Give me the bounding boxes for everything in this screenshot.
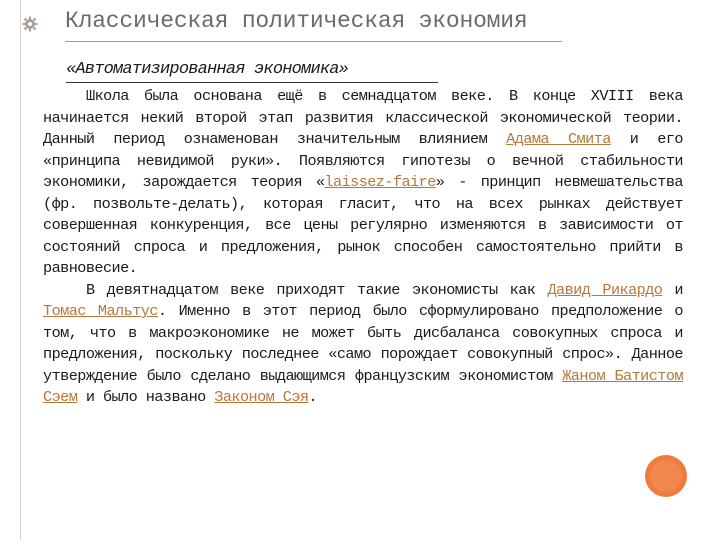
subtitle-underline (66, 82, 438, 83)
wiki-link[interactable]: Давид Рикардо (547, 280, 663, 299)
decorative-circle-highlight (650, 460, 682, 492)
text-run: . Именно в этот период было сформулировано предположение о том, что в макроэкономике не может быть дисбаланса совокупных спроса и предложения, поскольку последнее «само порождает совокупный спрос». Данное утверждение было сделано выдающимся французским экономистом (43, 302, 683, 385)
body-text (43, 86, 683, 409)
wiki-link[interactable]: laissez-faire (324, 173, 436, 191)
text-run: и было названо (77, 388, 215, 406)
wiki-link[interactable]: Томас Мальтус (43, 302, 158, 320)
text-run: . (308, 388, 318, 406)
paragraph-2 (43, 280, 683, 409)
wiki-link[interactable]: Законом Сэя (214, 388, 309, 406)
text-run: В девятнадцатом веке приходят такие экономисты как (86, 280, 548, 299)
wiki-link[interactable]: Адама Смита (506, 130, 611, 148)
left-divider (20, 0, 21, 540)
wiki-link[interactable]: Жаном Батистом Сэем (43, 366, 683, 406)
text-run: и его «принципа невидимой руки». Появляются гипотезы о вечной стабильности экономики, зарождается теория « (43, 130, 683, 191)
slide-title: Классическая политическая экономия (65, 8, 528, 34)
text-run: и (662, 280, 683, 299)
title-underline (65, 41, 562, 42)
text-run: » - принцип невмешательства (фр. позвольте-делать), которая гласит, что на всех рынках действует совершенная конкуренция, все цены регулярно изменяются в зависимости от состояний спроса и предложения, рынок способен самостоятельно прийти в равновесие. (43, 173, 683, 277)
paragraph-1 (43, 86, 683, 280)
gear-bullet-icon (20, 14, 40, 34)
text-run: Школа была основана ещё в семнадцатом веке. В конце XVIII века начинается некий второй этап развития классической экономической теории. Данный период ознаменован значительным влиянием (43, 87, 683, 148)
slide-subtitle: «Автоматизированная экономика» (66, 60, 349, 79)
